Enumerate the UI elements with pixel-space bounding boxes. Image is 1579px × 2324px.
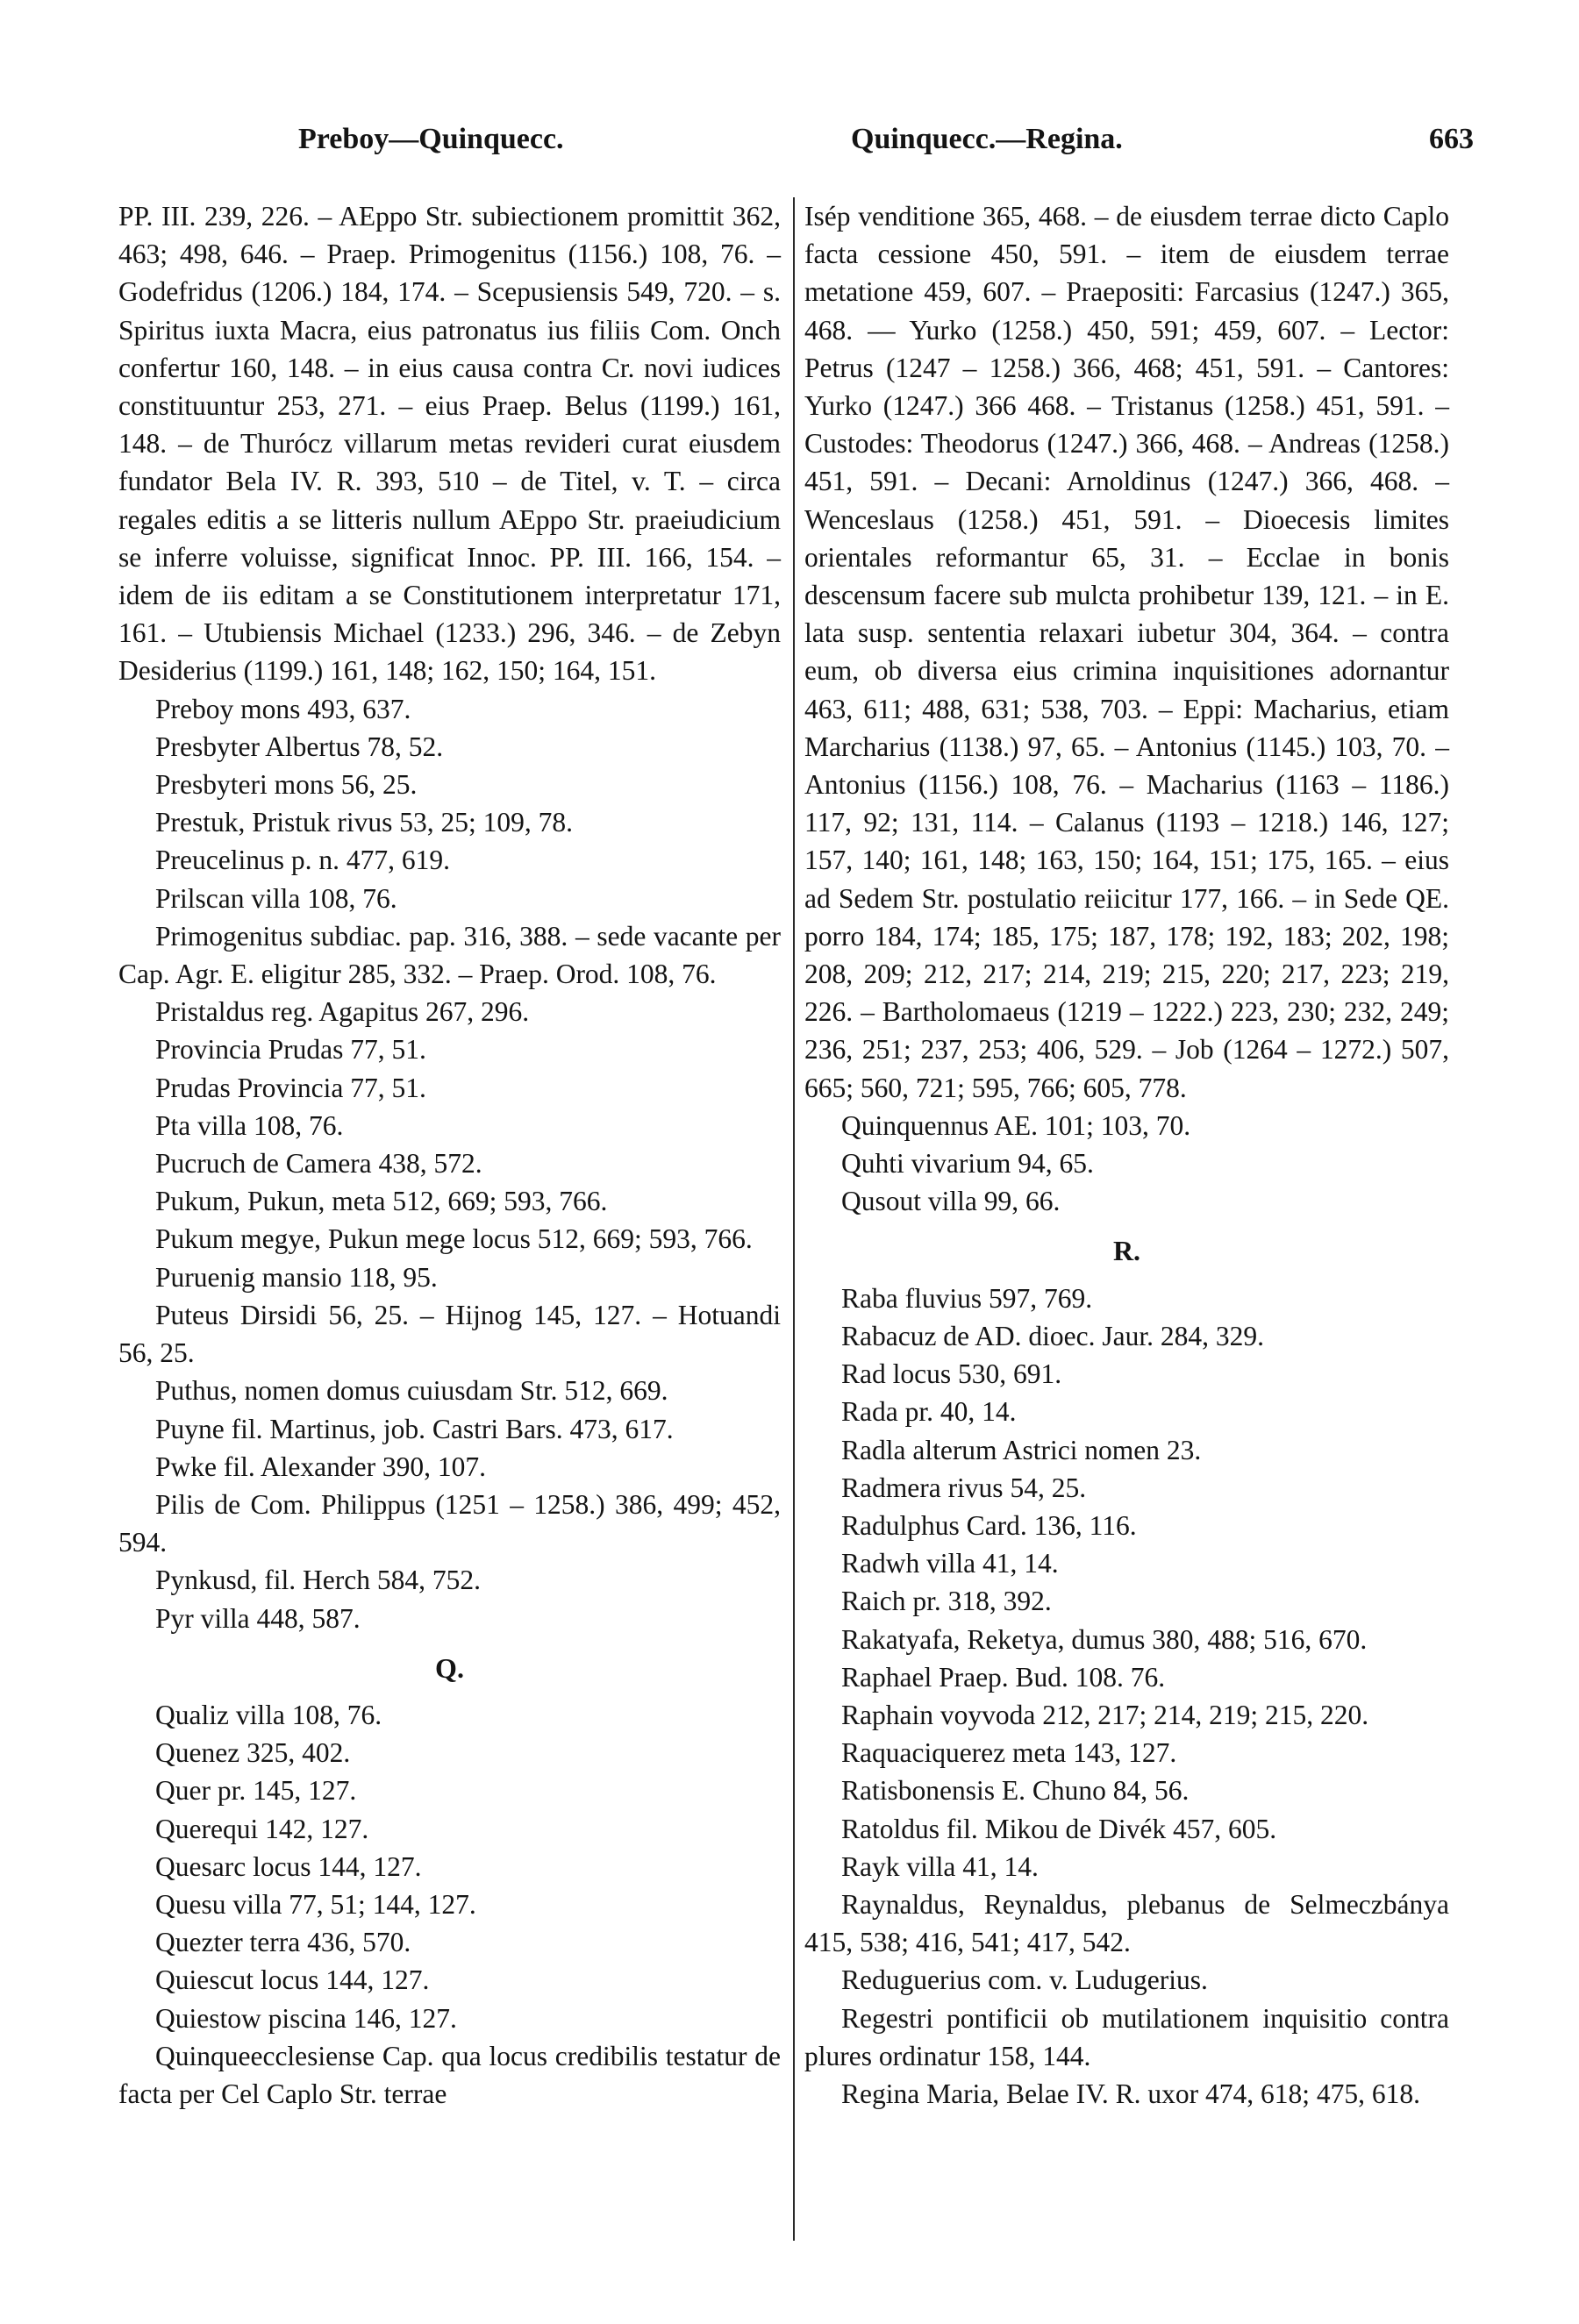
index-entry: Preboy mons 493, 637. bbox=[155, 693, 411, 724]
index-entry: Prudas Provincia 77, 51. bbox=[155, 1072, 426, 1103]
index-entry: Pwke fil. Alexander 390, 107. bbox=[155, 1451, 487, 1482]
index-entry: Pristaldus reg. Agapitus 267, 296. bbox=[155, 996, 530, 1028]
index-entry: Pucruch de Camera 438, 572. bbox=[155, 1148, 482, 1180]
index-entry: Pukum, Pukun, meta 512, 669; 593, 766. bbox=[155, 1186, 608, 1217]
index-entry: Qusout villa 99, 66. bbox=[841, 1186, 1061, 1217]
right-column bbox=[804, 197, 1449, 2285]
continuation-entry: PP. III. 239, 226. – AEppo Str. subiectionem promittit 362, 463; 498, 646. – Praep. Primogenitus (1156.) 108, 76. – Godefridus (1206.) 184, 174. – Scepusiensis 549, 720. – s. Spiritus iuxta Macra, eius patronatus ius filiis Com. Onch confertur 160, 148. – in eius causa contra Cr. novi iudices constituuntur 253, 271. – eius Praep. Belus (1199.) 161, 148. – de Thurócz villarum metas revideri curat eiusdem fundator Bela IV. R. 393, 510 – de Titel, v. T. – circa regales editis a se litteris nullum AEppo Str. praeiudicium se inferre voluisse, significat Innoc. PP. III. 166, 154. – idem de iis editam a se Constitutionem interpretatur 171, 161. – Utubiensis Michael (1233.) 296, 346. – de Zebyn Desiderius (1199.) 161, 148; 162, 150; 164, 151. bbox=[118, 201, 781, 687]
index-entry: Qualiz villa 108, 76. bbox=[155, 1699, 382, 1730]
index-entry: Quinquennus AE. 101; 103, 70. bbox=[841, 1109, 1191, 1141]
index-entry: Pilis de Com. Philippus (1251 – 1258.) 386, 499; 452, 594. bbox=[118, 1488, 781, 1558]
index-entry: Quezter terra 436, 570. bbox=[155, 1927, 411, 1958]
section-heading-q: Q. bbox=[435, 1651, 464, 1684]
index-entry: Reduguerius com. v. Ludugerius. bbox=[841, 1964, 1208, 1996]
index-entry: Prilscan villa 108, 76. bbox=[155, 882, 397, 914]
index-entry: Regina Maria, Belae IV. R. uxor 474, 618; 475, 618. bbox=[841, 2078, 1420, 2109]
index-entry: Quenez 325, 402. bbox=[155, 1737, 351, 1769]
index-entry: Puthus, nomen domus cuiusdam Str. 512, 669. bbox=[155, 1375, 668, 1407]
index-entry: Prestuk, Pristuk rivus 53, 25; 109, 78. bbox=[155, 807, 574, 838]
header-left: Preboy—Quinquecc. bbox=[298, 123, 564, 155]
running-header bbox=[298, 123, 1474, 175]
index-entry: Quiestow piscina 146, 127. bbox=[155, 2002, 457, 2034]
section-heading-r: R. bbox=[1112, 1235, 1141, 1267]
index-entry: Presbyter Albertus 78, 52. bbox=[155, 731, 444, 762]
index-entry: Raphael Praep. Bud. 108. 76. bbox=[841, 1661, 1166, 1693]
index-entry: Ratisbonensis E. Chuno 84, 56. bbox=[841, 1775, 1190, 1807]
header-center: Quinquecc.—Regina. bbox=[851, 123, 1123, 155]
page-number: 663 bbox=[1429, 123, 1474, 155]
index-entry: Primogenitus subdiac. pap. 316, 388. – sede vacante per Cap. Agr. E. eligitur 285, 332. – Praep. Orod. 108, 76. bbox=[118, 920, 781, 990]
index-entry: Rabacuz de AD. dioec. Jaur. 284, 329. bbox=[841, 1320, 1265, 1351]
index-entry: Quhti vivarium 94, 65. bbox=[841, 1148, 1094, 1180]
index-entry: Raquaciquerez meta 143, 127. bbox=[841, 1737, 1177, 1769]
index-entry: Radwh villa 41, 14. bbox=[841, 1548, 1059, 1579]
index-entry: Raynaldus, Reynaldus, plebanus de Selmeczbánya 415, 538; 416, 541; 417, 542. bbox=[804, 1888, 1449, 1958]
index-entry: Radulphus Card. 136, 116. bbox=[841, 1509, 1137, 1541]
index-entry: Raba fluvius 597, 769. bbox=[841, 1282, 1093, 1314]
continuation-entry: Isép venditione 365, 468. – de eiusdem terrae dicto Caplo facta cessione 450, 591. – item de eiusdem terrae metatione 459, 607. – Praepositi: Farcasius (1247.) 365, 468. — Yurko (1258.) 450, 591; 459, 607. – Lector: Petrus (1247 – 1258.) 366, 468; 451, 591. – Cantores: Yurko (1247.) 366 468. – Tristanus (1258.) 451, 591. – Custodes: Theodorus (1247.) 366, 468. – Andreas (1258.) 451, 591. – Decani: Arnoldinus (1247.) 366, 468. – Wenceslaus (1258.) 451, 591. – Dioecesis limites orientales reformantur 65, 31. – Ecclae in bonis descensum facere sub mulcta prohibetur 139, 121. – in E. lata susp. sententia relaxari iubetur 304, 364. – contra eum, ob diversa eius crimina inquisitiones adornantur 463, 611; 488, 631; 538, 703. – Eppi: Macharius, etiam Marcharius (1138.) 97, 65. – Antonius (1145.) 103, 70. – Antonius (1156.) 108, 76. – Macharius (1163 – 1186.) 117, 92; 131, 114. – Calanus (1193 – 1218.) 146, 127; 157, 140; 161, 148; 163, 150; 164, 151; 175, 165. – eius ad Sedem Str. postulatio reiicitur 177, 166. – in Sede QE. porro 184, 174; 185, 175; 187, 178; 192, 183; 202, 198; 208, 209; 212, 217; 214, 219; 215, 220; 217, 223; 219, 226. – Bartholomaeus (1219 – 1222.) 223, 230; 232, 249; 236, 251; 237, 253; 406, 529. – Job (1264 – 1272.) 507, 665; 560, 721; 595, 766; 605, 778. bbox=[804, 201, 1449, 1103]
index-entry: Radmera rivus 54, 25. bbox=[841, 1472, 1087, 1503]
index-entry: Pta villa 108, 76. bbox=[155, 1109, 344, 1141]
index-entry: Puruenig mansio 118, 95. bbox=[155, 1261, 438, 1293]
left-column bbox=[118, 197, 781, 2285]
index-entry: Puyne fil. Martinus, job. Castri Bars. 473, 617. bbox=[155, 1413, 674, 1444]
column-divider bbox=[793, 197, 795, 2241]
index-entry: Pynkusd, fil. Herch 584, 752. bbox=[155, 1565, 481, 1596]
index-entry: Rayk villa 41, 14. bbox=[841, 1850, 1039, 1882]
index-entry: Quesu villa 77, 51; 144, 127. bbox=[155, 1888, 476, 1920]
index-entry: Quesarc locus 144, 127. bbox=[155, 1850, 422, 1882]
index-entry: Quer pr. 145, 127. bbox=[155, 1775, 357, 1807]
index-entry: Regestri pontificii ob mutilationem inquisitio contra plures ordinatur 158, 144. bbox=[804, 2002, 1449, 2071]
index-entry: Provincia Prudas 77, 51. bbox=[155, 1034, 426, 1066]
index-entry: Presbyteri mons 56, 25. bbox=[155, 769, 418, 801]
index-entry: Radla alterum Astrici nomen 23. bbox=[841, 1434, 1202, 1465]
index-entry: Rad locus 530, 691. bbox=[841, 1358, 1062, 1390]
index-entry: Raphain voyvoda 212, 217; 214, 219; 215, 220. bbox=[841, 1699, 1369, 1730]
index-entry: Puteus Dirsidi 56, 25. – Hijnog 145, 127. – Hotuandi 56, 25. bbox=[118, 1299, 781, 1369]
index-entry: Quinqueecclesiense Cap. qua locus credibilis testatur de facta per Cel Caplo Str. terrae bbox=[118, 2040, 781, 2109]
index-entry: Pukum megye, Pukun mege locus 512, 669; 593, 766. bbox=[155, 1223, 753, 1255]
index-entry: Preucelinus p. n. 477, 619. bbox=[155, 845, 450, 876]
index-entry: Quiescut locus 144, 127. bbox=[155, 1964, 430, 1996]
index-entry: Rada pr. 40, 14. bbox=[841, 1396, 1017, 1428]
index-entry: Ratoldus fil. Mikou de Divék 457, 605. bbox=[841, 1813, 1277, 1844]
index-entry: Querequi 142, 127. bbox=[155, 1813, 369, 1844]
index-entry: Pyr villa 448, 587. bbox=[155, 1602, 361, 1634]
index-entry: Raich pr. 318, 392. bbox=[841, 1586, 1052, 1617]
index-entry: Rakatyafa, Reketya, dumus 380, 488; 516, 670. bbox=[841, 1623, 1368, 1655]
